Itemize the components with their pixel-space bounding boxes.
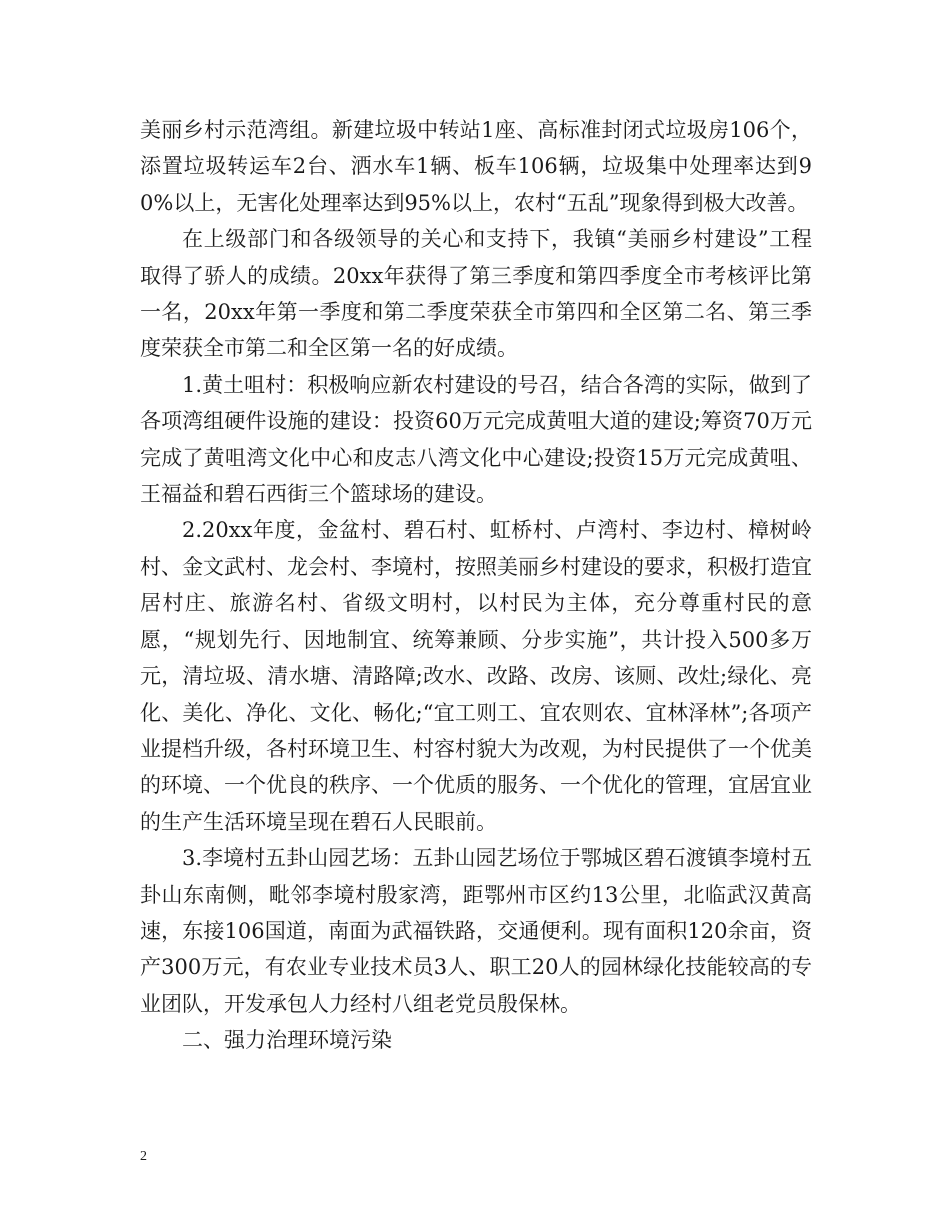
paragraph-sanitation-continued: 美丽乡村示范湾组。新建垃圾中转站1座、高标准封闭式垃圾房106个，添置垃圾转运车2台、洒水车1辆、板车106辆，垃圾集中处理率达到90%以上，无害化处理率达到95%以上，农村“五乱”现象得到极大改善。 bbox=[140, 118, 812, 215]
section-heading-pollution: 二、强力治理环境污染 bbox=[182, 1028, 392, 1053]
paragraph-huangtuju-village: 1.黄土咀村：积极响应新农村建设的号召，结合各湾的实际，做到了各项湾组硬件设施的建设：投资60万元完成黄咀大道的建设;筹资70万元完成了黄咀湾文化中心和皮志八湾文化中心建设;投资15万元完成黄咀、王福益和碧石西街三个篮球场的建设。 bbox=[140, 372, 812, 507]
document-body bbox=[140, 112, 812, 1059]
paragraph-wugua-mountain-garden: 3.李境村五卦山园艺场：五卦山园艺场位于鄂城区碧石渡镇李境村五卦山东南侧，毗邻李境村殷家湾，距鄂州市区约13公里，北临武汉黄高速，东接106国道，南面为武福铁路，交通便利。现有面积120余亩，资产300万元，有农业专业技术员3人、职工20人的园林绿化技能较高的专业团队，开发承包人力经村八组老党员殷保林。 bbox=[140, 846, 812, 1016]
paragraph-villages-2020: 2.20xx年度，金盆村、碧石村、虹桥村、卢湾村、李边村、樟树岭村、金文武村、龙会村、李境村，按照美丽乡村建设的要求，积极打造宜居村庄、旅游名村、省级文明村，以村民为主体，充分尊重村民的意愿，“规划先行、因地制宜、统筹兼顾、分步实施”，共计投入500多万元，清垃圾、清水塘、清路障;改水、改路、改房、该厕、改灶;绿化、亮化、美化、净化、文化、畅化;“宜工则工、宜农则农、宜林泽林”;各项产业提档升级，各村环境卫生、村容村貌大为改观，为村民提供了一个优美的环境、一个优良的秩序、一个优质的服务、一个优化的管理，宜居宜业的生产生活环境呈现在碧石人民眼前。 bbox=[140, 518, 812, 834]
page-number: 2 bbox=[140, 1149, 147, 1164]
paragraph-achievements: 在上级部门和各级领导的关心和支持下，我镇“美丽乡村建设”工程取得了骄人的成绩。20xx年获得了第三季度和第四季度全市考核评比第一名，20xx年第一季度和第二季度荣获全市第四和全区第二名、第三季度荣获全市第二和全区第一名的好成绩。 bbox=[140, 227, 812, 361]
